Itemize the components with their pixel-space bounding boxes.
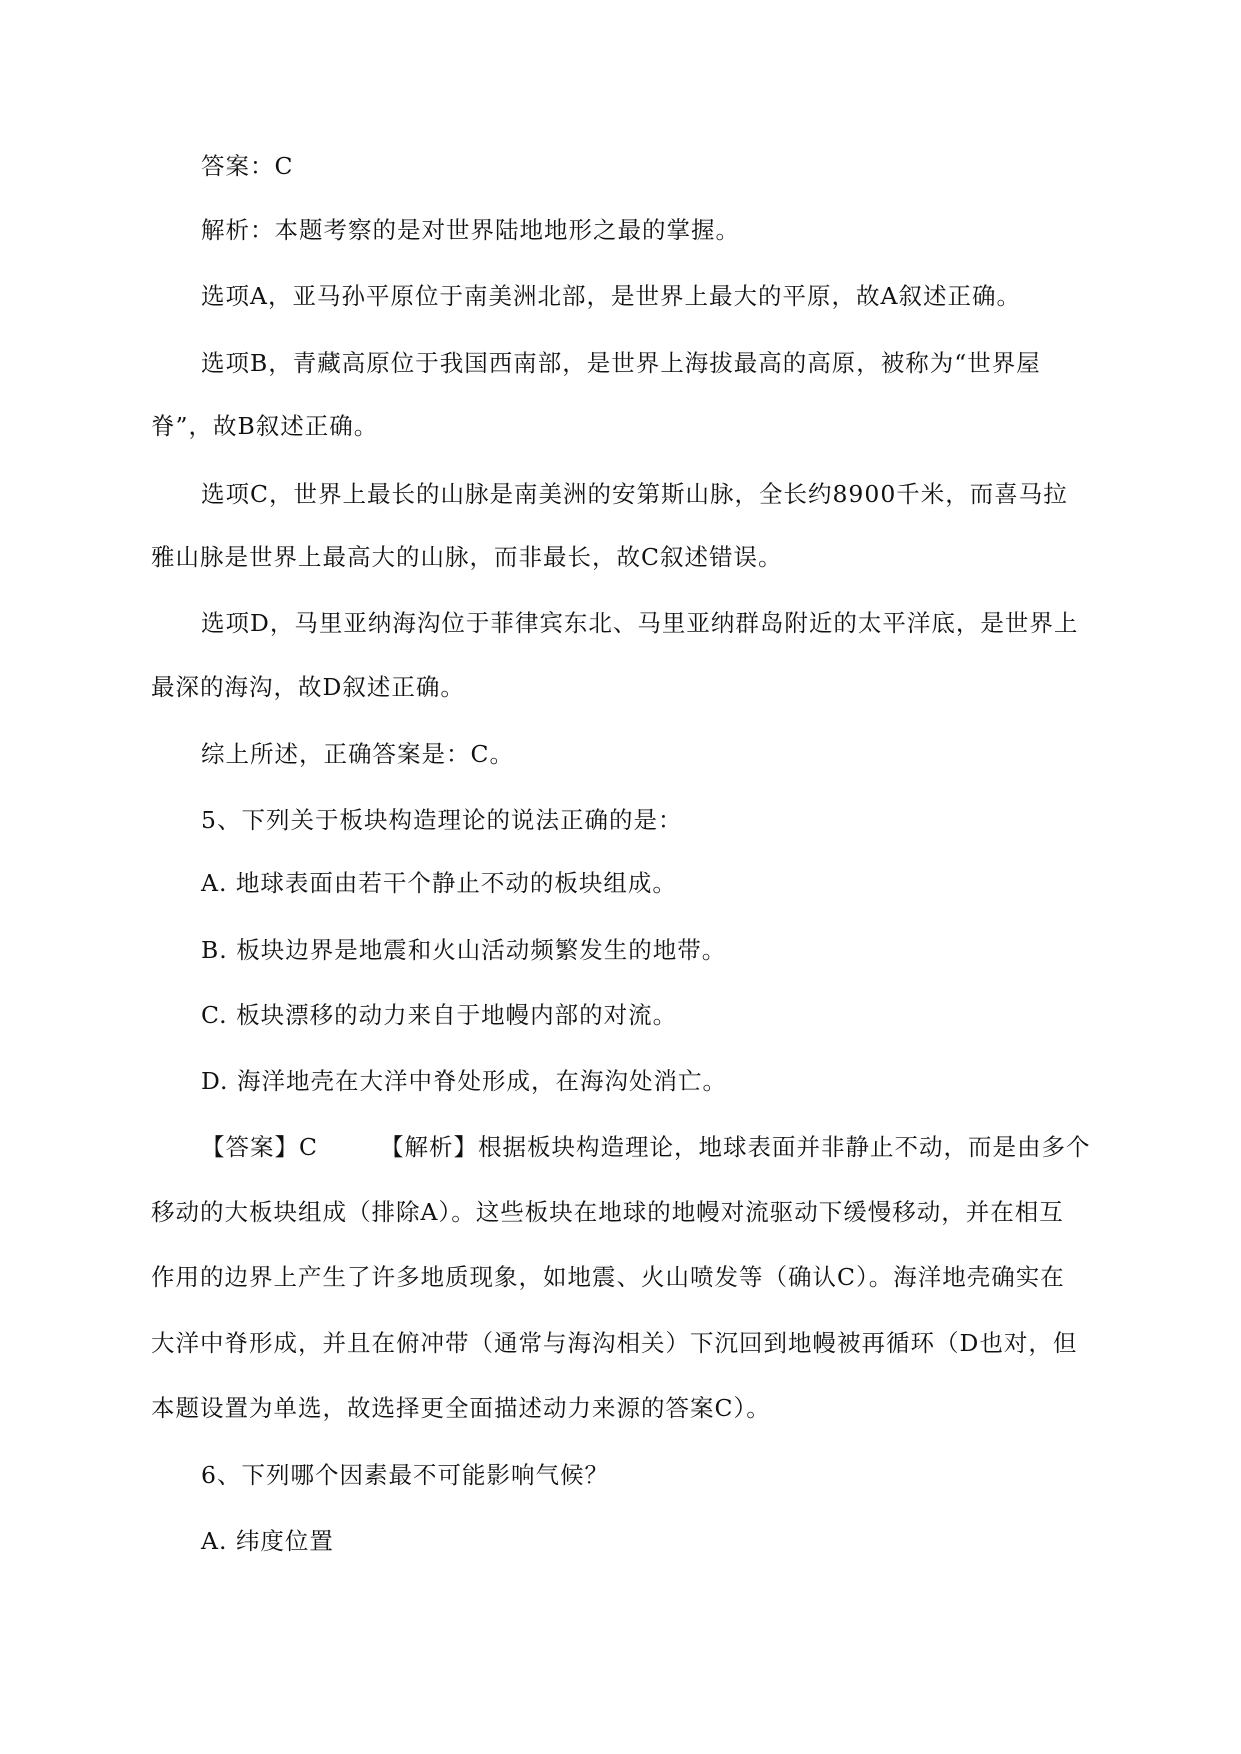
option-d-note-line-2: 最深的海沟，故D叙述正确。 [151, 673, 465, 701]
q5-analysis-line-5: 本题设置为单选，故选择更全面描述动力来源的答案C）。 [151, 1394, 771, 1422]
analysis-intro: 解析：本题考察的是对世界陆地地形之最的掌握。 [201, 216, 740, 244]
q5-analysis-line-3: 作用的边界上产生了许多地质现象，如地震、火山喷发等（确认C）。海洋地壳确实在 [151, 1263, 1065, 1291]
q5-option-c: C. 板块漂移的动力来自于地幔内部的对流。 [201, 1001, 678, 1029]
summary-line: 综上所述，正确答案是：C。 [201, 740, 514, 768]
answer-line: 答案：C [201, 152, 294, 180]
option-d-note-line-1: 选项D，马里亚纳海沟位于菲律宾东北、马里亚纳群岛附近的太平洋底，是世界上 [201, 609, 1079, 637]
q5-option-d: D. 海洋地壳在大洋中脊处形成，在海沟处消亡。 [201, 1067, 727, 1095]
option-c-note-line-1: 选项C，世界上最长的山脉是南美洲的安第斯山脉，全长约8900千米，而喜马拉 [201, 480, 1068, 508]
option-c-note-line-2: 雅山脉是世界上最高大的山脉，而非最长，故C叙述错误。 [151, 543, 783, 571]
option-b-note-line-1: 选项B，青藏高原位于我国西南部，是世界上海拔最高的高原，被称为“世界屋 [201, 349, 1041, 377]
q5-analysis-line-4: 大洋中脊形成，并且在俯冲带（通常与海沟相关）下沉回到地幔被再循环（D也对，但 [151, 1329, 1078, 1357]
q5-option-b: B. 板块边界是地震和火山活动频繁发生的地带。 [201, 936, 727, 964]
q5-analysis-line-2: 移动的大板块组成（排除A）。这些板块在地球的地幔对流驱动下缓慢移动，并在相互 [151, 1198, 1064, 1226]
q5-option-a: A. 地球表面由若干个静止不动的板块组成。 [201, 869, 677, 897]
q6-stem: 6、下列哪个因素最不可能影响气候？ [201, 1461, 609, 1489]
q5-answer-tag: 【答案】C [201, 1133, 318, 1161]
option-a-note: 选项A，亚马孙平原位于南美洲北部，是世界上最大的平原，故A叙述正确。 [201, 282, 1021, 310]
q5-answer-analysis-line-1 [201, 1132, 1090, 1162]
q6-option-a: A. 纬度位置 [201, 1527, 334, 1555]
q5-stem: 5、下列关于板块构造理论的说法正确的是： [201, 806, 683, 834]
option-b-note-line-2: 脊”，故B叙述正确。 [151, 412, 379, 440]
q5-analysis-first: 【解析】根据板块构造理论，地球表面并非静止不动，而是由多个 [379, 1133, 1091, 1161]
